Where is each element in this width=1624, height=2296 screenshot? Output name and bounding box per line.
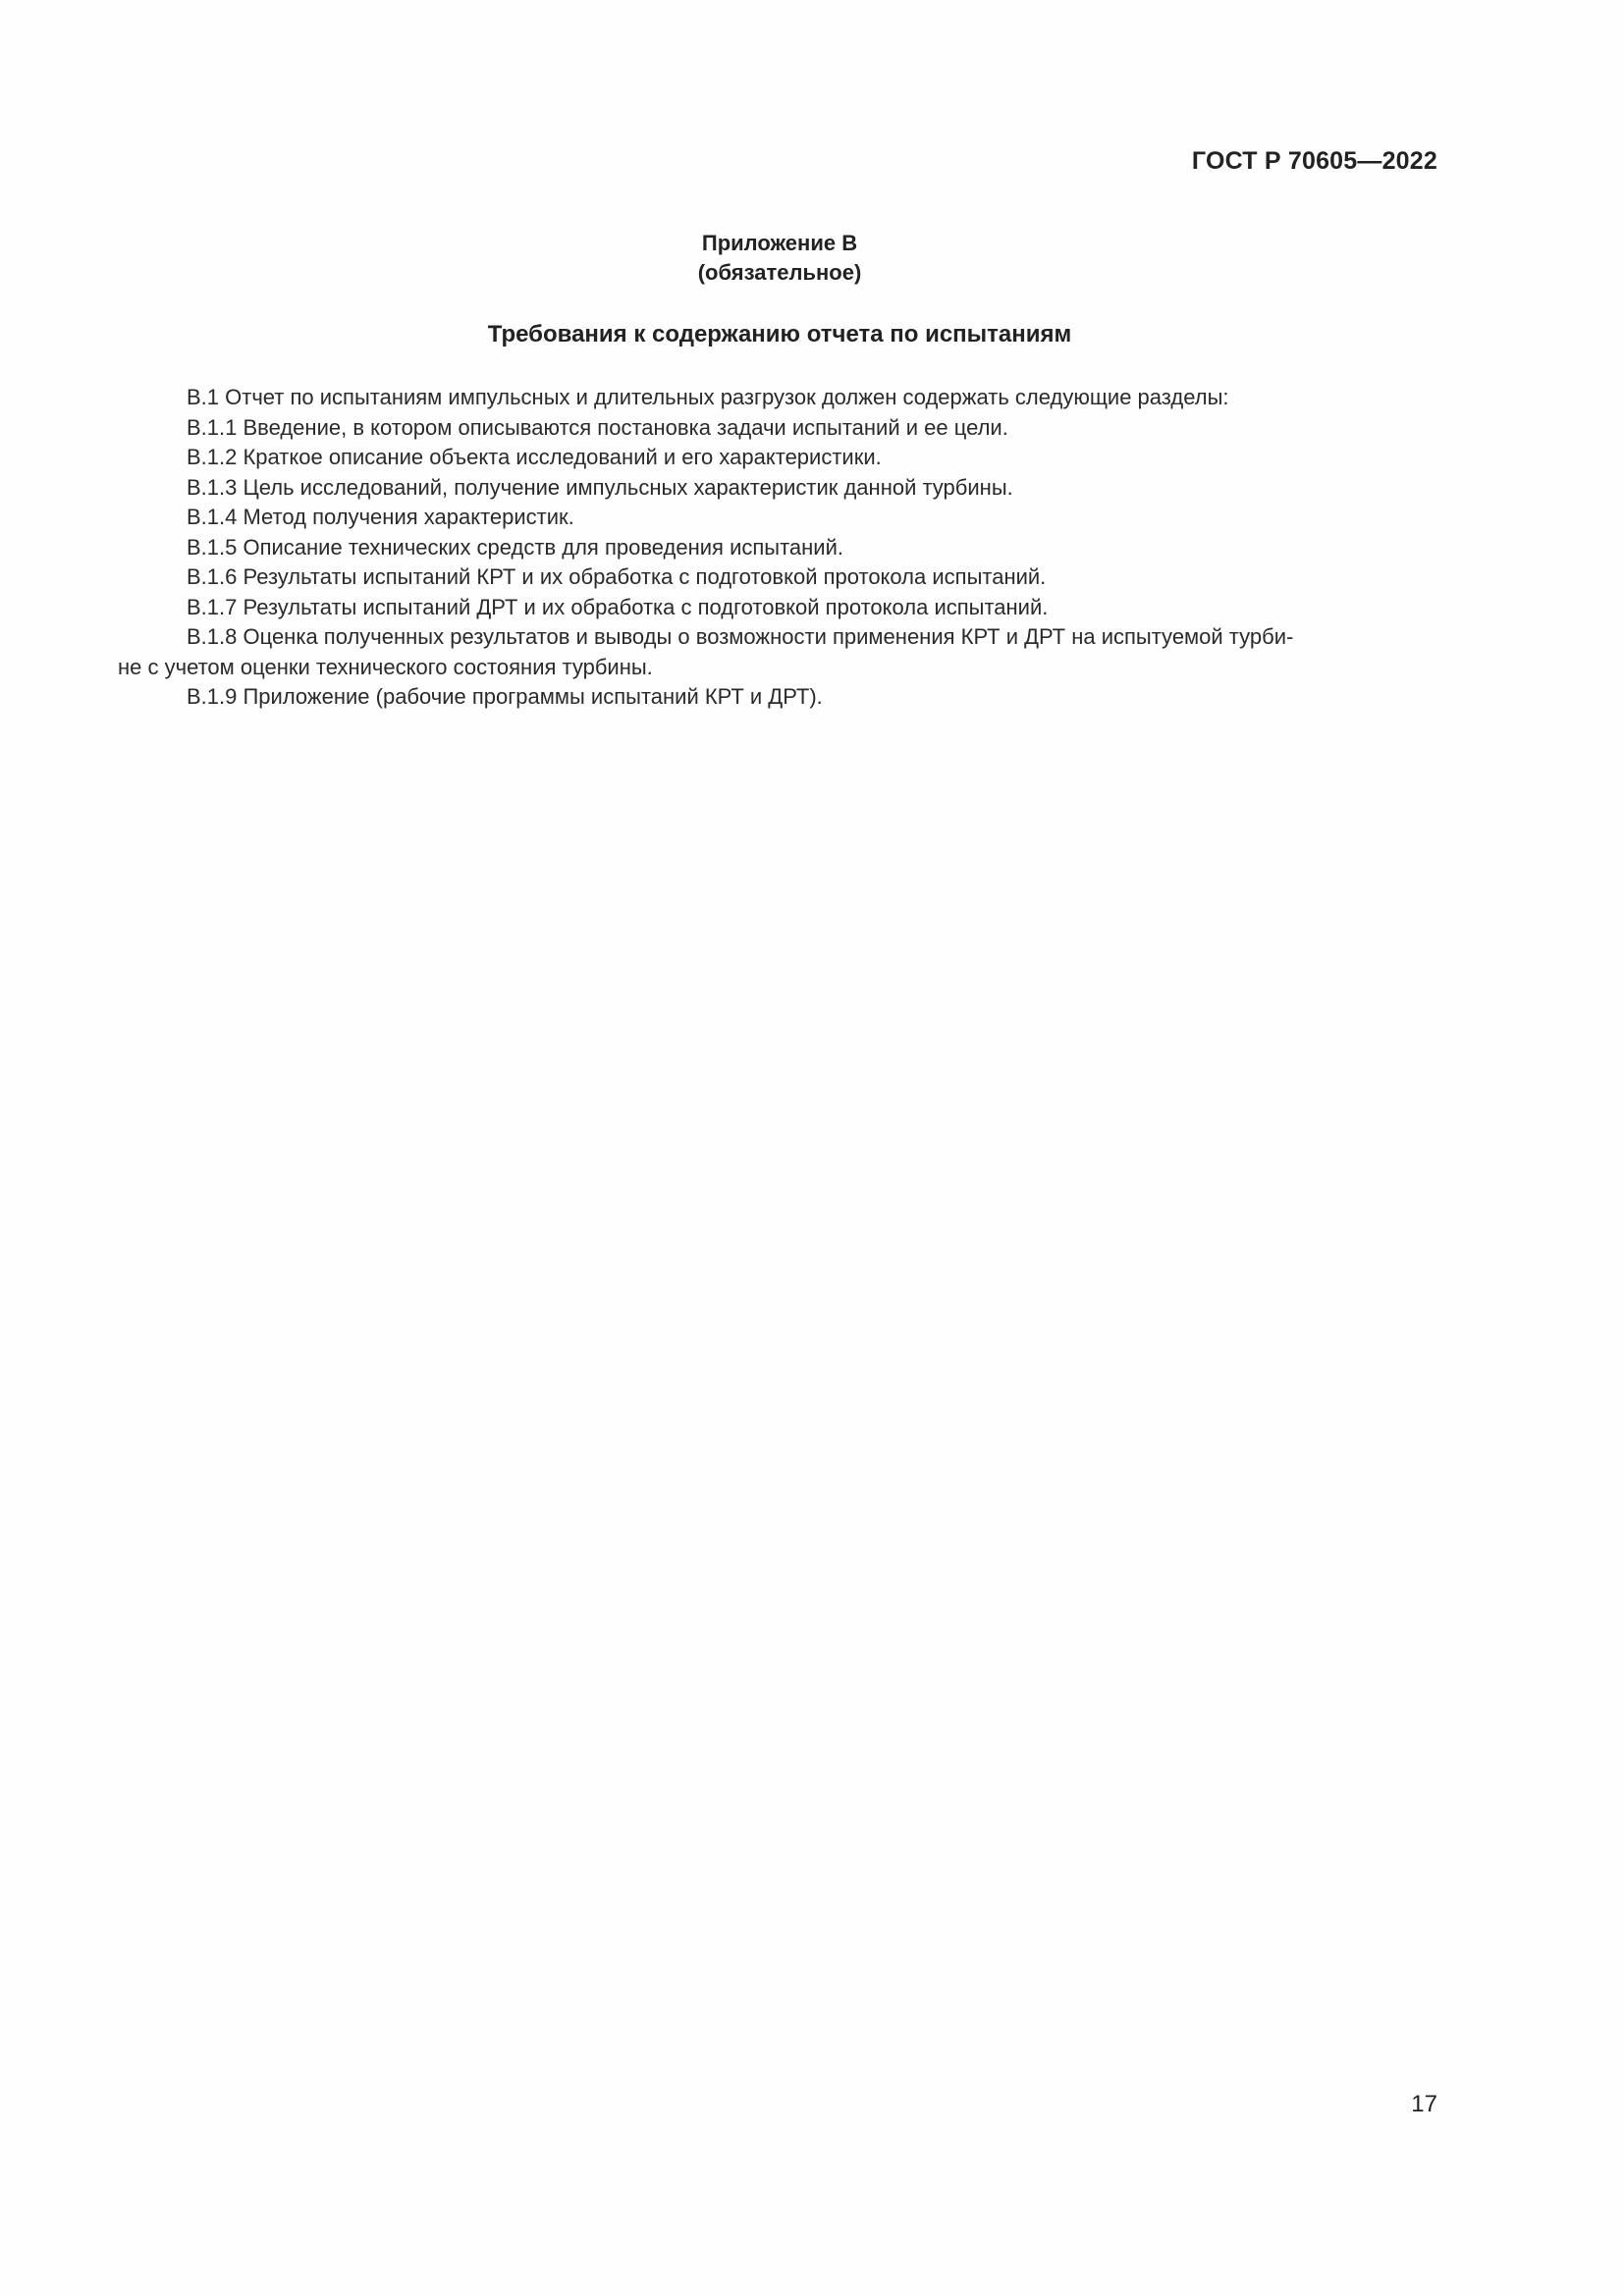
appendix-heading (0, 229, 1559, 288)
appendix-status: (обязательное) (697, 260, 862, 285)
page-number: 17 (1411, 2091, 1437, 2117)
paragraph-b1: В.1 Отчет по испытаниям импульсных и длительных разгрузок должен содержать следующие разделы: (187, 385, 1229, 409)
document-body (118, 383, 1438, 713)
paragraph-b1-6: В.1.6 Результаты испытаний КРТ и их обработка с подготовкой протокола испытаний. (187, 564, 1047, 589)
appendix-title: Приложение В (701, 231, 858, 255)
paragraph-b1-9: В.1.9 Приложение (рабочие программы испытаний КРТ и ДРТ). (187, 684, 823, 709)
paragraph-b1-1: В.1.1 Введение, в котором описываются постановка задачи испытаний и ее цели. (187, 414, 1008, 440)
section-title: Требования к содержанию отчета по испытаниям (487, 321, 1072, 347)
paragraph-b1-8: В.1.8 Оценка полученных результатов и выводы о возможности применения КРТ и ДРТ на испытуемой турби- (187, 624, 1294, 649)
paragraph-b1-5: В.1.5 Описание технических средств для проведения испытаний. (187, 534, 843, 560)
paragraph-b1-4: В.1.4 Метод получения характеристик. (187, 505, 574, 529)
paragraph-b1-2: В.1.2 Краткое описание объекта исследований и его характеристики. (187, 445, 882, 469)
document-code: ГОСТ Р 70605—2022 (1191, 147, 1437, 175)
paragraph-b1-8-continuation: не с учетом оценки технического состояния турбины. (118, 654, 653, 679)
paragraph-b1-7: В.1.7 Результаты испытаний ДРТ и их обработка с подготовкой протокола испытаний. (187, 594, 1049, 619)
paragraph-b1-3: В.1.3 Цель исследований, получение импульсных характеристик данной турбины. (187, 474, 1013, 500)
